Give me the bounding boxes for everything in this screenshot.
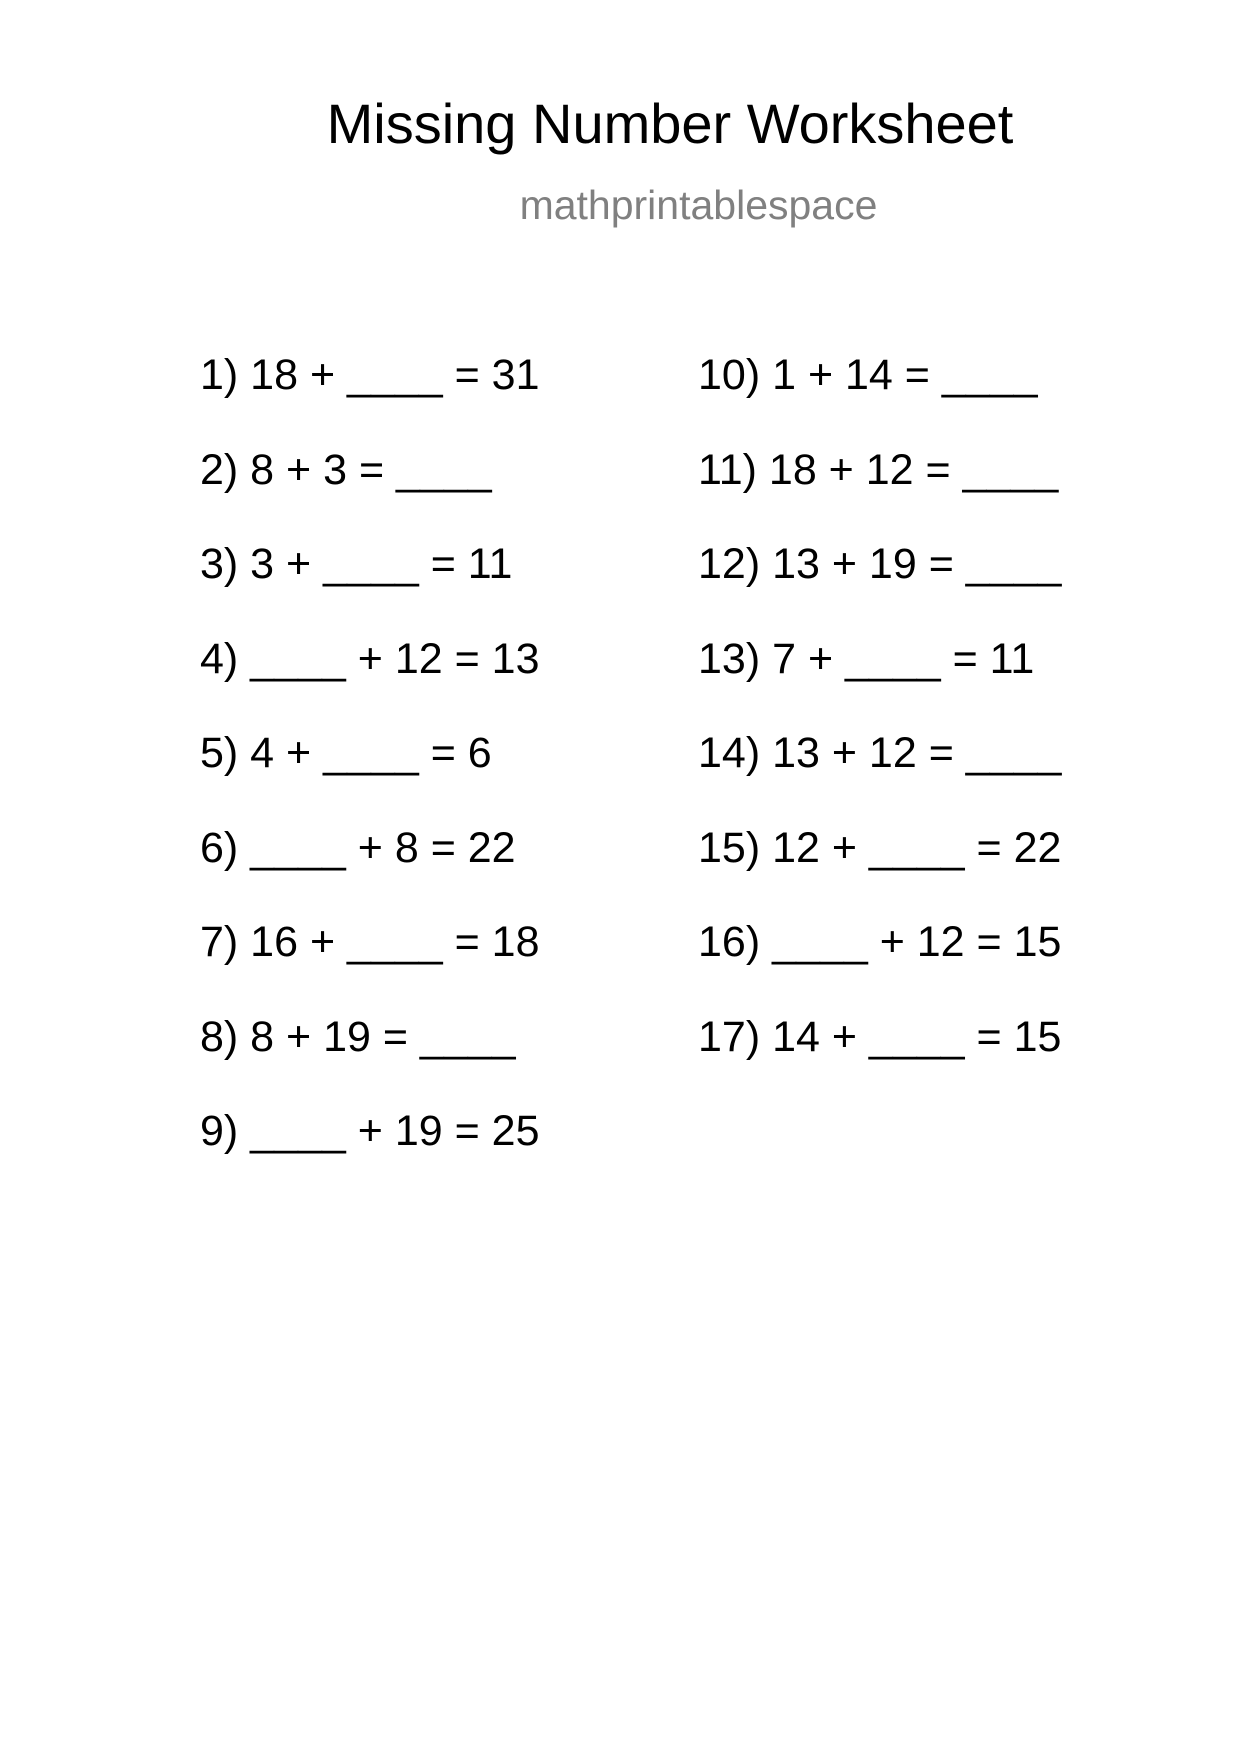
problem-column-left: [200, 351, 540, 1205]
problem-11: 11) 18 + 12 = ____: [698, 445, 1059, 494]
problem-3: 3) 3 + ____ = 11: [200, 540, 513, 588]
problem-column-right: [698, 351, 1062, 1110]
problem-14: 14) 13 + 12 = ____: [698, 729, 1062, 777]
problem-12: 12) 13 + 19 = ____: [698, 540, 1062, 588]
problem-4: 4) ____ + 12 = 13: [200, 634, 540, 683]
worksheet-subtitle: mathprintablespace: [519, 182, 878, 228]
problem-2: 2) 8 + 3 = ____: [200, 445, 492, 494]
problem-13: 13) 7 + ____ = 11: [698, 634, 1035, 683]
problem-17: 17) 14 + ____ = 15: [698, 1012, 1062, 1061]
problem-7: 7) 16 + ____ = 18: [200, 918, 540, 966]
problem-6: 6) ____ + 8 = 22: [200, 823, 516, 872]
worksheet-title: Missing Number Worksheet: [326, 92, 1014, 155]
problem-1: 1) 18 + ____ = 31: [200, 351, 540, 399]
problem-16: 16) ____ + 12 = 15: [698, 918, 1062, 966]
problem-5: 5) 4 + ____ = 6: [200, 729, 492, 777]
problem-8: 8) 8 + 19 = ____: [200, 1012, 516, 1061]
problem-10: 10) 1 + 14 = ____: [698, 351, 1038, 399]
problem-15: 15) 12 + ____ = 22: [698, 823, 1062, 872]
problem-9: 9) ____ + 19 = 25: [200, 1107, 540, 1155]
